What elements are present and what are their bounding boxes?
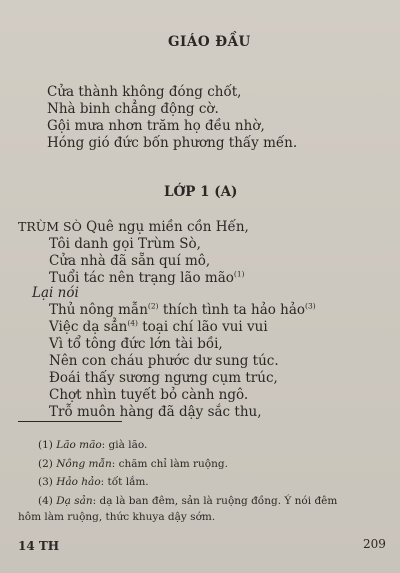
verse-line: Cửa nhà đã sẵn quí mô,	[49, 253, 211, 269]
footnote-definition: : dạ là ban đêm, sản là ruộng đồng. Ý nói đêm	[92, 495, 338, 507]
section-title: GIÁO ĐẦU	[168, 34, 251, 50]
footnote	[38, 458, 228, 470]
footnote-term: Dạ sản	[56, 495, 93, 507]
scene-heading: LỚP 1 (A)	[164, 184, 238, 200]
verse-text: Việc dạ sẳn	[49, 319, 128, 335]
footnote-number: (1)	[38, 439, 53, 451]
verse-line: Nhà binh chẳng động cờ.	[47, 101, 219, 117]
verse-line-with-note	[49, 270, 245, 286]
verse-line-with-note	[49, 319, 268, 335]
footnote-ref: (4)	[127, 318, 138, 328]
speech-first-line	[18, 219, 249, 235]
verse-line: Gội mưa nhơn trăm họ đều nhờ,	[47, 118, 265, 134]
footnote	[38, 439, 147, 451]
footnote-definition: : chăm chỉ làm ruộng.	[111, 458, 228, 470]
verse-text: toại chí lão vui vui	[137, 319, 268, 335]
footnote-number: (2)	[38, 458, 53, 470]
footnote-definition: : tốt lắm.	[100, 476, 149, 488]
footnote	[38, 495, 337, 507]
footnote-number: (4)	[38, 495, 53, 507]
verse-line: Quê ngụ miền cồn Hến,	[86, 219, 249, 235]
footnote-ref: (1)	[233, 269, 245, 279]
speaker-name: TRÙM SÒ	[18, 219, 82, 234]
verse-line: Nên con cháu phước dư sung túc.	[49, 353, 279, 369]
verse-line: Chợt nhìn tuyết bỏ cành ngô.	[49, 387, 249, 403]
footnote-ref: (3)	[305, 301, 316, 311]
verse-line: Cửa thành không đóng chốt,	[47, 84, 242, 100]
verse-line: Hóng gió đức bốn phương thấy mến.	[47, 135, 298, 151]
footnote-divider	[18, 421, 122, 422]
verse-text: Thủ nông mẫn	[49, 302, 148, 318]
verse-line: Vì tổ tông đức lớn tài bồi,	[49, 336, 223, 352]
signature-mark: 14 TH	[18, 539, 60, 553]
verse-text: Tuổi tác nên trạng lão mão	[49, 270, 234, 286]
footnote	[38, 476, 149, 488]
footnote-term: Hảo hảo	[56, 476, 101, 488]
footnote-term: Lão mão	[56, 439, 102, 451]
footnote-ref: (2)	[147, 301, 159, 311]
page-number: 209	[363, 537, 386, 551]
stage-direction: Lại nói	[32, 285, 79, 301]
verse-line: Đoái thấy sương ngưng cụm trúc,	[49, 370, 278, 386]
footnote-definition: : già lão.	[101, 439, 148, 451]
verse-text: thích tình ta hảo hảo	[158, 302, 306, 318]
verse-line: Trỗ muôn hàng đã dậy sắc thu,	[49, 404, 262, 420]
verse-line-with-note	[49, 302, 316, 318]
footnote-continuation: hôm làm ruộng, thức khuya dậy sớm.	[18, 511, 216, 523]
footnote-number: (3)	[38, 476, 53, 488]
footnote-term: Nông mẫn	[56, 458, 112, 470]
verse-line: Tôi danh gọi Trùm Sò,	[49, 236, 201, 252]
